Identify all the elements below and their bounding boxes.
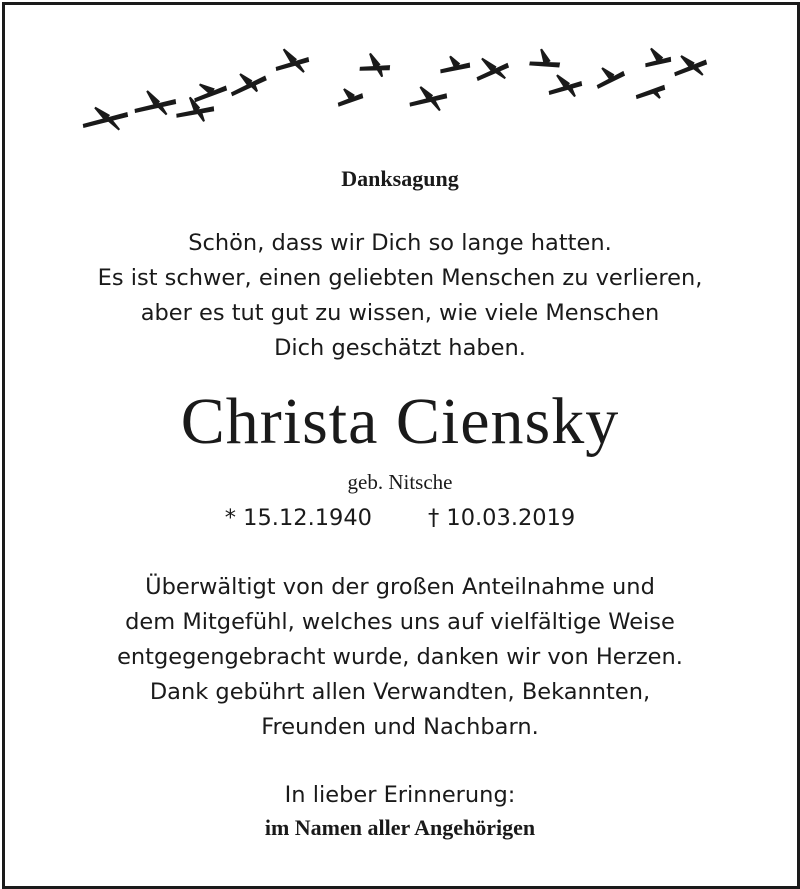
closing-line: In lieber Erinnerung: <box>284 782 516 808</box>
intro-paragraph <box>0 226 800 366</box>
intro-line: Dich geschätzt haben. <box>274 335 526 361</box>
death-date: † 10.03.2019 <box>428 505 576 531</box>
life-dates <box>0 505 800 531</box>
thanks-line: dem Mitgefühl, welches uns auf vielfältige Weise <box>125 609 675 635</box>
intro-line: aber es tut gut zu wissen, wie viele Menschen <box>140 300 660 326</box>
heading: Danksagung <box>341 166 459 191</box>
birth-date: * 15.12.1940 <box>224 505 372 531</box>
intro-line: Es ist schwer, einen geliebten Menschen zu verlieren, <box>97 265 703 291</box>
thanks-line: Überwältigt von der großen Anteilnahme und <box>145 574 655 600</box>
thanks-paragraph <box>0 570 800 745</box>
thanks-line: Dank gebührt allen Verwandten, Bekannten, <box>149 679 651 705</box>
birth-name: geb. Nitsche <box>347 470 453 494</box>
intro-line: Schön, dass wir Dich so lange hatten. <box>188 230 612 256</box>
thanks-line: Freunden und Nachbarn. <box>261 714 539 740</box>
thanks-line: entgegengebracht wurde, danken wir von Herzen. <box>117 644 683 670</box>
deceased-name: Christa Ciensky <box>180 385 620 458</box>
flying-cranes-icon <box>0 0 800 150</box>
signoff: im Namen aller Angehörigen <box>264 815 536 840</box>
